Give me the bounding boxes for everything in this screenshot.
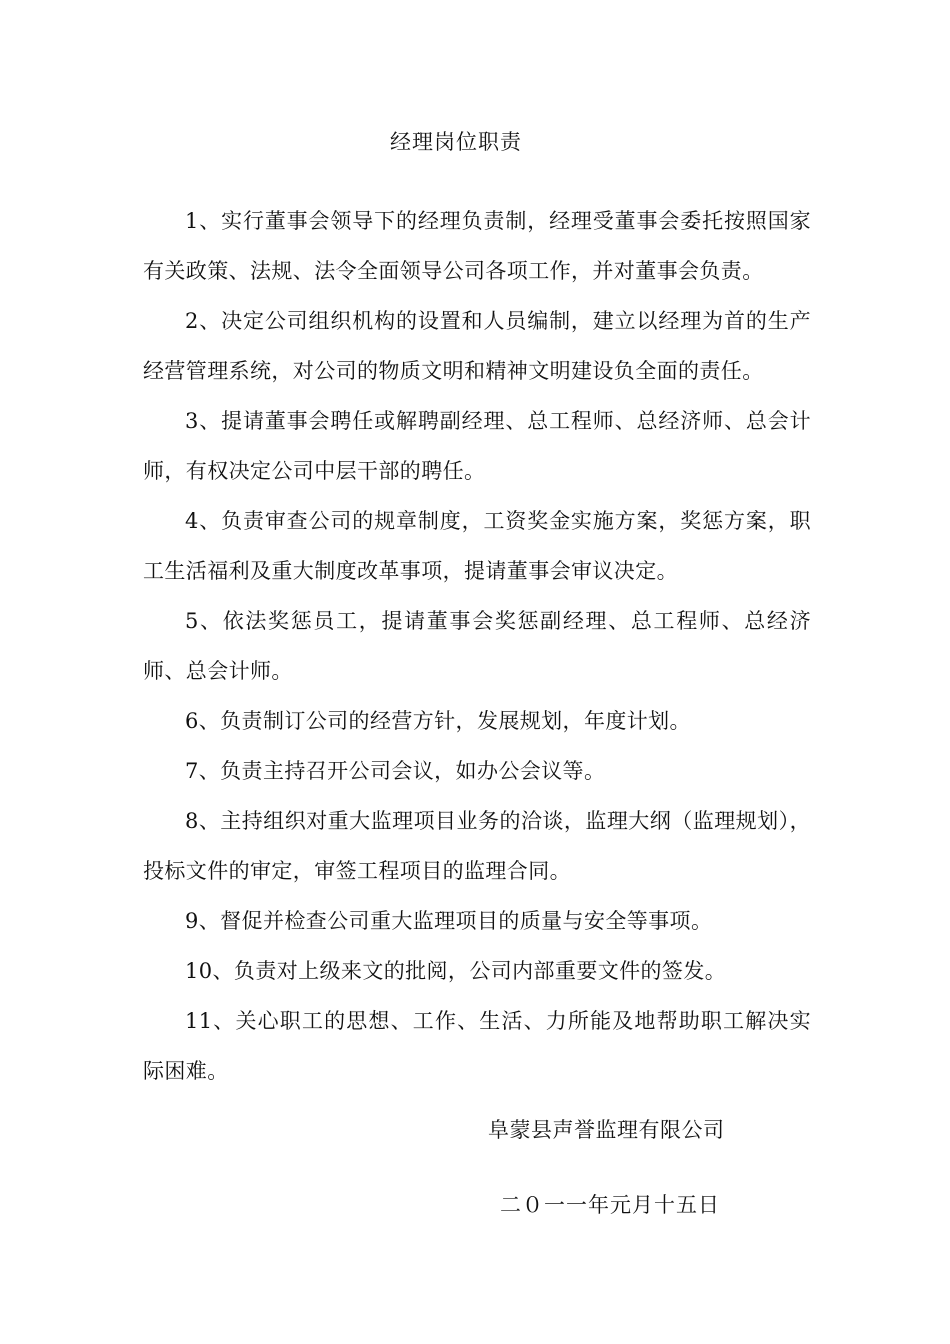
paragraph-6: 6、负责制订公司的经营方针，发展规划，年度计划。 bbox=[185, 709, 691, 733]
paragraph-1: 1、实行董事会领导下的经理负责制，经理受董事会委托按照国家有关政策、法规、法令全面领导公司各项工作，并对董事会负责。 bbox=[143, 209, 811, 283]
paragraph-11: 11、关心职工的思想、工作、生活、力所能及地帮助职工解决实际困难。 bbox=[143, 1009, 811, 1083]
paragraph-7: 7、负责主持召开公司会议，如办公会议等。 bbox=[185, 759, 606, 783]
paragraph-3: 3、提请董事会聘任或解聘副经理、总工程师、总经济师、总会计师，有权决定公司中层干部的聘任。 bbox=[143, 409, 811, 483]
paragraph-10: 10、负责对上级来文的批阅，公司内部重要文件的签发。 bbox=[185, 959, 727, 983]
paragraph-9: 9、督促并检查公司重大监理项目的质量与安全等事项。 bbox=[185, 909, 713, 933]
company-signature: 阜蒙县声誉监理有限公司 bbox=[488, 1118, 725, 1142]
paragraph-4: 4、负责审查公司的规章制度，工资奖金实施方案，奖惩方案，职工生活福利及重大制度改革事项，提请董事会审议决定。 bbox=[143, 509, 811, 583]
document-title: 经理岗位职责 bbox=[390, 130, 522, 154]
paragraph-2: 2、决定公司组织机构的设置和人员编制，建立以经理为首的生产经营管理系统，对公司的物质文明和精神文明建设负全面的责任。 bbox=[143, 309, 811, 383]
paragraph-8: 8、主持组织对重大监理项目业务的洽谈，监理大纲（监理规划），投标文件的审定，审签工程项目的监理合同。 bbox=[143, 809, 811, 883]
document-body bbox=[143, 196, 811, 1096]
paragraph-5: 5、依法奖惩员工，提请董事会奖惩副经理、总工程师、总经济师、总会计师。 bbox=[143, 609, 811, 683]
document-date: 二０一一年元月十五日 bbox=[500, 1193, 720, 1217]
